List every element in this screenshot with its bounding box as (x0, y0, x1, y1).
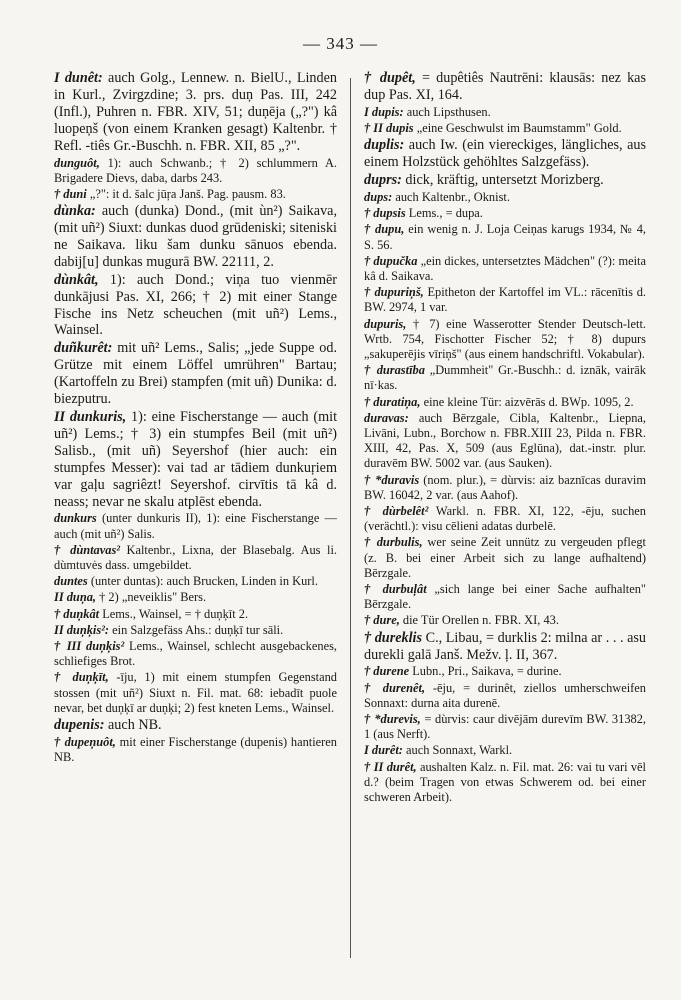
entry-definition: Lems., Wainsel, schlecht ausgebackenes, schliefiges Brot. (54, 639, 337, 669)
entry-headword: dunguôt, (54, 155, 100, 170)
dictionary-entry (364, 613, 646, 628)
right-column (364, 70, 646, 990)
entry-definition: „Dummheit" Gr.-Buschh.: d. iznāk, vairāk nī·kas. (364, 363, 646, 393)
page-number: — 343 — (303, 34, 378, 53)
entry-headword: † durastība (364, 363, 425, 378)
entry-headword: † dureklis (364, 629, 423, 646)
dictionary-entry (364, 172, 646, 189)
entry-definition: (nom. plur.), = dùrvis: aiz baznīcas duravim BW. 16042, 2 var. (aus Aahof). (364, 472, 646, 502)
entry-headword: I dunêt: (54, 70, 103, 86)
entry-headword: † duni (54, 186, 87, 201)
entry-definition: auch Iw. (ein viereckiges, längliches, aus einem Holzstück gehöhltes Salzgefäss). (364, 137, 646, 171)
entry-definition: = dupêtiês Nautrēni: klausās: nez kas dup Pas. XI, 164. (364, 70, 646, 103)
entry-headword: duravas: (364, 410, 409, 425)
entry-definition: „eine Geschwulst im Baumstamm" Gold. (416, 121, 622, 136)
entry-headword: † dupučka (364, 253, 418, 268)
dictionary-entry (364, 363, 646, 393)
dictionary-entry (54, 717, 337, 734)
entry-headword: † dupeņuôt, (54, 735, 116, 749)
dictionary-entry (364, 504, 646, 534)
dictionary-entry (364, 411, 646, 472)
dictionary-entry (54, 639, 337, 669)
dictionary-entry (54, 607, 337, 622)
entry-definition: eine kleine Tür: aizvērās d. BWp. 1095, 2. (423, 394, 634, 409)
entry-definition: auch Lipsthusen. (406, 104, 491, 119)
dictionary-entry (364, 473, 646, 503)
dictionary-entry (364, 664, 646, 679)
entry-headword: † III duņķis² (54, 639, 125, 654)
entry-definition: (unter duntas): auch Brucken, Linden in Kurl. (90, 574, 318, 589)
entry-definition: C., Libau, = durklis 2: milna ar . . . asu durekli galā Janš. Mežv. ļ. II, 367. (364, 629, 646, 663)
entry-headword: † *durevis, (364, 712, 421, 727)
entry-headword: duntes (54, 574, 88, 589)
dictionary-entry (364, 254, 646, 284)
entry-definition: wer seine Zeit unnütz zu vergeuden pflegt (z. B. bei einer Arbeit sich zu lange aufhaltend) Bērzgale. (364, 535, 646, 580)
entry-definition: ein Salzgefäss Ahs.: duņķī tur sāli. (112, 622, 284, 637)
entry-definition: auch Bērzgale, Cibla, Kaltenbr., Liepna, Livāni, Lubn., Borchow n. FBR.XIII 23, Pilda n. FBR. XIII, 42, Pas. X, 509 (aus Eglūna), dat.-instr. plur. duravēm BW. 5002 var. (aus Sauken). (364, 410, 646, 471)
dictionary-entry (364, 121, 646, 136)
entry-headword: dupuris, (364, 316, 407, 331)
entry-definition: Kaltenbr., Lixna, der Blasebalg. Aus li. dùmtuvės dass. umgebildet. (54, 542, 337, 573)
entry-definition: = dùrvis: caur divējām durevīm BW. 31382, 1 (aus Nerft). (364, 712, 646, 742)
entry-headword: † durbulis, (364, 535, 423, 550)
entry-headword: † dùrbelêt² (364, 504, 429, 518)
dictionary-entry (54, 574, 337, 589)
dictionary-entry (364, 222, 646, 252)
entry-headword: dunkurs (54, 511, 97, 526)
dictionary-entry (364, 317, 646, 363)
dictionary-entry (364, 206, 646, 221)
entry-headword: II duņa, (54, 590, 97, 605)
left-column (54, 70, 337, 990)
column-divider (350, 78, 351, 958)
entry-headword: † duņkât (54, 606, 100, 621)
entry-headword: † II durêt, (364, 759, 417, 774)
entry-headword: † dupêt, (364, 70, 416, 86)
entry-definition: 1): auch Dond.; viņa tuo vienmēr dunkājusi Pas. XI, 266; † 2) mit einer Stange Fische ins Netz scheuchen (mit uñ²) Lems., Wainsel. (54, 271, 337, 339)
dictionary-entry (54, 735, 337, 765)
entry-definition: ein wenig n. J. Loja Ceiņas karugs 1934, № 4, S. 56. (364, 222, 646, 252)
entry-definition: -ēju, = durinêt, ziellos umherschweifen Sonnaxt: durna aita durenē. (364, 680, 646, 710)
dictionary-entry (54, 623, 337, 638)
entry-headword: † dure, (364, 613, 400, 628)
entry-headword: † durenêt, (364, 680, 426, 695)
entry-headword: II dunkuris, (54, 409, 127, 426)
entry-headword: † durbuļât (364, 582, 427, 597)
dictionary-entry (54, 272, 337, 340)
entry-definition: 1): auch Schwanb.; † 2) schlummern A. Brigadere Dievs, daba, darbs 243. (54, 155, 337, 185)
dictionary-entry (364, 630, 646, 664)
dictionary-entry (364, 535, 646, 581)
dictionary-entry (364, 582, 646, 612)
dictionary-entry (54, 590, 337, 605)
dictionary-entry (54, 543, 337, 573)
entry-headword: † dùntavas² (54, 542, 120, 557)
entry-headword: dùnka: (54, 203, 96, 220)
dictionary-entry (54, 203, 337, 271)
dictionary-entry (364, 105, 646, 120)
dictionary-entry (54, 409, 337, 510)
entry-definition: 1): eine Fischerstange — auch (mit uñ²) Lems.; † 3) ein stumpfes Beil (mit uñ²) Salisb., (mit uñ) Seyershof (hier auch: ein stumpfes Messer): vai tad ar tādiem dunkuŗiem var gaļu sagriêzt! Seyershof. cirvītis tā kâ d. neass; nevar ne skalu atplēst ebenda. (54, 409, 337, 510)
entry-headword: † dupu, (364, 222, 405, 237)
entry-definition: Lubn., Pri., Saikava, = durine. (412, 664, 562, 679)
entry-definition: auch Golg., Lennew. n. BielU., Linden in Kurl., Zvirgzdine; 3. prs. duņ Pas. III, 242 (Infl.), Puhren n. FBR. XIV, 51; duņēja („?") kâ luopeņš (von einem Kranken gesagt) Kaltenbr. † Refl. -tiês Gr.-Buschh. n. FBR. XII, 85 „?". (54, 70, 337, 154)
dictionary-entry (54, 511, 337, 541)
entry-headword: † duratiņa, (364, 394, 421, 409)
entry-headword: † durene (364, 664, 410, 679)
entry-definition: mit einer Fischerstange (dupenis) hantieren NB. (54, 735, 337, 765)
entry-headword: duprs: (364, 172, 402, 189)
entry-definition: (unter dunkuris II), 1): eine Fischerstange — auch (mit uñ²) Salis. (54, 511, 337, 541)
dictionary-entry (54, 187, 337, 202)
entry-definition: „ein dickes, untersetztes Mädchen" (?): meita kâ d. Saikava. (364, 253, 646, 283)
dictionary-entry (364, 743, 646, 758)
dictionary-entry (364, 190, 646, 205)
entry-definition: † 2) „neveiklis" Bers. (99, 590, 207, 605)
entry-definition: Lems., = dupa. (408, 206, 483, 221)
entry-headword: † dupsis (364, 206, 406, 221)
entry-headword: II duņķis²: (54, 622, 110, 637)
entry-definition: Epitheton der Kartoffel im VL.: rācenītis d. BW. 2974, 1 var. (364, 285, 646, 315)
entry-definition: -īju, 1) mit einem stumpfen Gegenstand stossen (mit uñ²) Siuxt n. Fil. mat. 68: iebadīt puole nevar, bet duņķī ar duņķi; 2) fest kneten Lems., Wainsel. (54, 670, 337, 715)
dictionary-entry (364, 712, 646, 742)
entry-headword: † dupuriņš, (364, 285, 424, 300)
entry-headword: I durêt: (364, 743, 403, 758)
dictionary-entry (54, 70, 337, 155)
entry-headword: duñkurêt: (54, 340, 113, 357)
entry-headword: † II dupis (364, 121, 414, 136)
entry-headword: dups: (364, 189, 393, 204)
entry-definition: „sich lange bei einer Sache aufhalten" Bērzgale. (364, 582, 646, 612)
entry-definition: auch NB. (108, 717, 162, 734)
entry-definition: Lems., Wainsel, = † duņķīt 2. (102, 606, 249, 621)
entry-headword: I dupis: (364, 104, 404, 119)
entry-definition: auch Kaltenbr., Oknist. (395, 189, 510, 204)
entry-definition: † 7) eine Wasserotter Stender Deutsch-lett. Wrtb. 754, Fischotter Fischer 52; † 8) dupurs „sakuperējis vīriņš" (aus einem handschriftl. Vokabular). (364, 316, 646, 361)
dictionary-entry (54, 340, 337, 408)
entry-definition: dick, kräftig, untersetzt Morizberg. (405, 172, 604, 189)
entry-definition: auch Sonnaxt, Warkl. (406, 743, 513, 758)
entry-headword: dùnkât, (54, 271, 99, 288)
entry-headword: † duņķīt, (54, 670, 109, 685)
entry-definition: aushalten Kalz. n. Fil. mat. 26: vai tu vari vēl d.? (beim Tragen von etwas Schwerem od. bei einer schweren Arbeit). (364, 759, 646, 805)
entry-definition: auch (dunka) Dond., (mit ùn²) Saikava, (mit uñ²) Siuxt: dunkas duod grūdeniski; siteniski ne Saikava. liku šam dunku sānuos ebenda. dabij[u] dunkas mugurā BW. 22111, 2. (54, 203, 337, 270)
entry-definition: mit uñ² Lems., Salis; „jede Suppe od. Grütze mit einem Löffel umrühren" Bartau; (Kartoffeln zu Brei) stampfen (mit uñ) Dunika: d. biezputru. (54, 340, 337, 408)
dictionary-entry (364, 137, 646, 171)
dictionary-entry (364, 760, 646, 806)
entry-headword: duplis: (364, 137, 405, 154)
entry-definition: die Tür Orellen n. FBR. XI, 43. (402, 613, 559, 628)
entry-headword: † *duravis (364, 472, 420, 487)
dictionary-entry (54, 156, 337, 186)
entry-headword: dupenis: (54, 717, 105, 734)
dictionary-entry (364, 70, 646, 104)
dictionary-entry (364, 681, 646, 711)
entry-definition: Warkl. n. FBR. XI, 122, -ēju, suchen (verächtl.): visu cēlieni adatas durbelē. (364, 504, 646, 534)
dictionary-entry (364, 285, 646, 315)
entry-definition: „?": it d. šalc jūŗa Janš. Pag. pausm. 83. (89, 186, 286, 201)
dictionary-entry (54, 670, 337, 716)
dictionary-entry (364, 395, 646, 410)
